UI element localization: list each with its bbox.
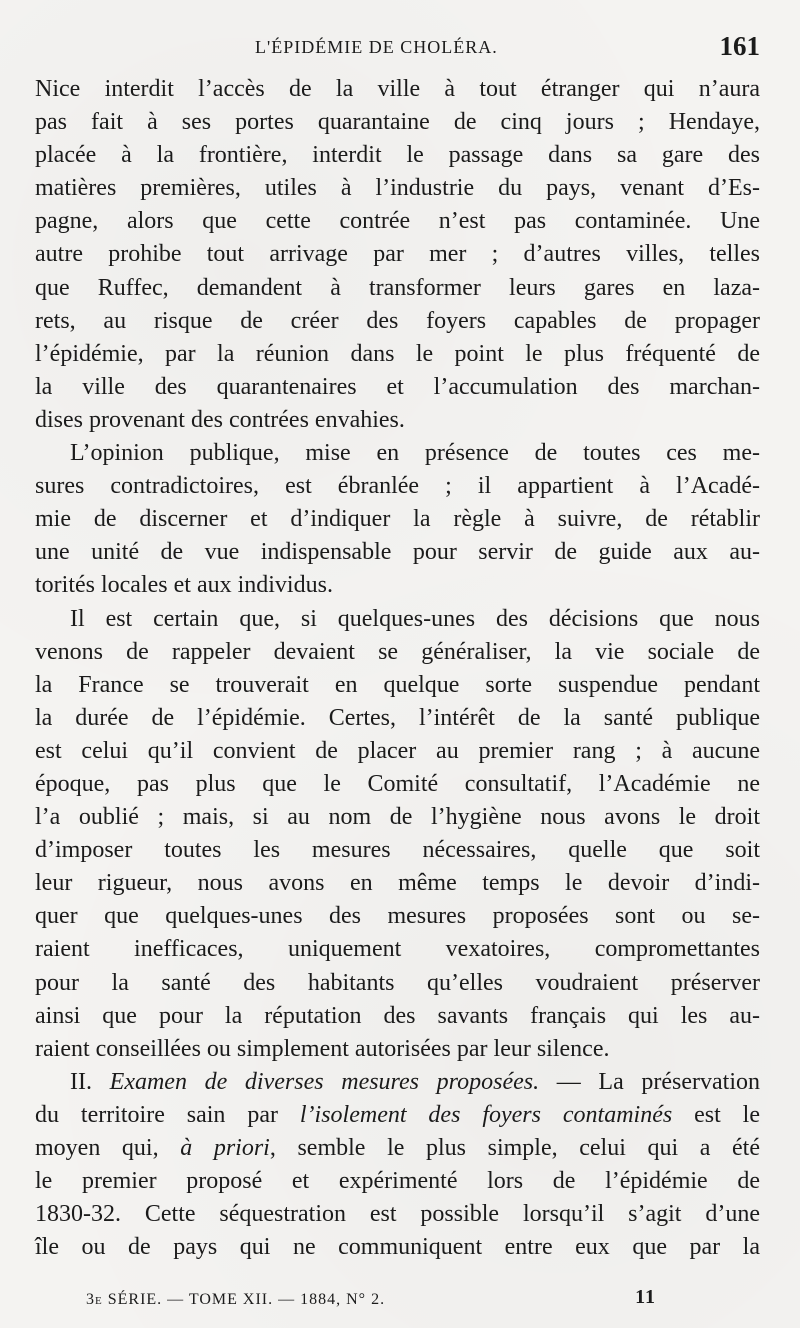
text-line-30: raient conseillées ou simplement autorisées par leur silence.	[35, 1035, 610, 1062]
text-line-28: pour la santé des habitants qu’elles voudraient préserver	[35, 969, 760, 996]
text-segment: — La préservation	[539, 1068, 761, 1095]
series-info: 3e SÉRIE. — TOME XII. — 1884, N° 2.	[86, 1291, 386, 1308]
text-line-36: île ou de pays qui ne communiquent entre eux que par la	[35, 1234, 760, 1261]
text-line-31	[35, 1066, 760, 1099]
text-line-8: rets, au risque de créer des foyers capables de propager	[35, 307, 760, 334]
emphasis-phrase: à priori	[180, 1135, 270, 1161]
page-header	[50, 31, 760, 65]
text-line-29: ainsi que pour la réputation des savants français qui les au-	[35, 1002, 760, 1029]
section-number: II.	[70, 1068, 110, 1095]
text-line-25: leur rigueur, nous avons en même temps le devoir d’indi-	[35, 870, 760, 897]
page-number: 161	[719, 31, 760, 61]
text-line-20: la durée de l’épidémie. Certes, l’intérêt de la santé publique	[35, 704, 760, 731]
text-segment: moyen qui,	[35, 1135, 181, 1161]
text-line-2: pas fait à ses portes quarantaine de cinq jours ; Hendaye,	[35, 109, 760, 136]
text-line-22: époque, pas plus que le Comité consultatif, l’Académie ne	[35, 770, 760, 797]
text-line-24: d’imposer toutes les mesures nécessaires, quelle que soit	[35, 837, 760, 864]
text-line-26: quer que quelques-unes des mesures proposées sont ou se-	[35, 903, 760, 930]
text-line-16: torités locales et aux individus.	[35, 572, 333, 599]
running-title: L'ÉPIDÉMIE DE CHOLÉRA.	[255, 37, 498, 57]
text-line-17: Il est certain que, si quelques-unes des décisions que nous	[70, 605, 760, 632]
text-segment: est le	[672, 1101, 760, 1128]
text-line-35: 1830-32. Cette séquestration est possible lorsqu’il s’agit d’une	[35, 1201, 760, 1228]
printer-signature: 11	[635, 1286, 656, 1308]
text-segment: , semble le plus simple, celui qui a été	[269, 1135, 760, 1161]
text-line-4: matières premières, utiles à l’industrie du pays, venant d’Es-	[35, 175, 760, 202]
text-line-21: est celui qu’il convient de placer au premier rang ; à aucune	[35, 737, 760, 764]
body-text	[35, 73, 760, 1264]
text-line-34: le premier proposé et expérimenté lors de l’épidémie de	[35, 1168, 760, 1195]
text-line-5: pagne, alors que cette contrée n’est pas contaminée. Une	[35, 208, 760, 235]
text-line-10: la ville des quarantenaires et l’accumulation des marchan-	[35, 373, 760, 400]
text-line-18: venons de rappeler devaient se généraliser, la vie sociale de	[35, 638, 760, 665]
text-line-3: placée à la frontière, interdit le passage dans sa gare des	[35, 142, 760, 169]
section-title: Examen de diverses mesures proposées.	[109, 1068, 540, 1095]
text-line-9: l’épidémie, par la réunion dans le point le plus fréquenté de	[35, 340, 760, 367]
text-line-32	[35, 1099, 760, 1132]
text-line-19: la France se trouverait en quelque sorte suspendue pendant	[35, 671, 760, 698]
text-line-23: l’a oublié ; mais, si au nom de l’hygiène nous avons le droit	[35, 804, 760, 831]
text-segment: du territoire sain par	[35, 1101, 300, 1128]
text-line-14: mie de discerner et d’indiquer la règle à suivre, de rétablir	[35, 506, 760, 533]
text-line-6: autre prohibe tout arrivage par mer ; d’autres villes, telles	[35, 241, 760, 268]
text-line-33	[35, 1132, 760, 1165]
page-footer	[86, 1286, 656, 1314]
text-line-11: dises provenant des contrées envahies.	[35, 406, 405, 433]
text-line-27: raient inefficaces, uniquement vexatoires, compromettantes	[35, 936, 760, 963]
emphasis-phrase: l’isolement des foyers contaminés	[299, 1101, 673, 1128]
text-line-12: L’opinion publique, mise en présence de toutes ces me-	[70, 440, 760, 467]
text-line-1: Nice interdit l’accès de la ville à tout étranger qui n’aura	[35, 76, 760, 102]
text-line-7: que Ruffec, demandent à transformer leurs gares en laza-	[35, 274, 760, 301]
text-line-15: une unité de vue indispensable pour servir de guide aux au-	[35, 539, 760, 566]
text-line-13: sures contradictoires, est ébranlée ; il appartient à l’Acadé-	[35, 473, 760, 500]
